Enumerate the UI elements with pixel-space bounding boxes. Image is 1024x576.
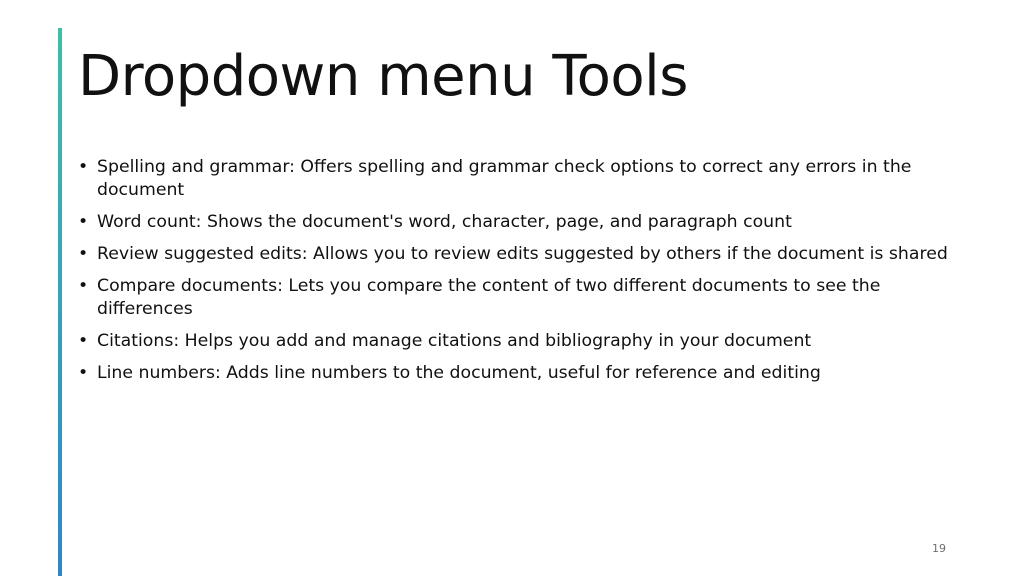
accent-bar: [58, 28, 62, 576]
bullet-dot: •: [78, 244, 89, 264]
bullet-dot: •: [78, 276, 89, 296]
slide-title: Dropdown menu Tools: [78, 44, 688, 109]
bullet-dot: •: [78, 363, 89, 383]
bullet-dot: •: [78, 212, 89, 232]
bullet-text: Spelling and grammar: Offers spelling and grammar check options to correct any errors in the document: [97, 157, 912, 200]
bullet-text: Review suggested edits: Allows you to review edits suggested by others if the document is shared: [97, 244, 948, 264]
bullet-item: [76, 330, 956, 353]
bullet-text: Line numbers: Adds line numbers to the document, useful for reference and editing: [97, 363, 821, 383]
bullet-list: [76, 156, 956, 394]
bullet-item: [76, 211, 956, 234]
bullet-item: [76, 275, 956, 321]
bullet-item: [76, 362, 956, 385]
bullet-text: Citations: Helps you add and manage citations and bibliography in your document: [97, 331, 812, 351]
bullet-text: Word count: Shows the document's word, character, page, and paragraph count: [97, 212, 792, 232]
bullet-dot: •: [78, 157, 89, 177]
bullet-text: Compare documents: Lets you compare the content of two different documents to see the differences: [97, 276, 881, 319]
bullet-item: [76, 156, 956, 202]
page-number: 19: [932, 542, 946, 555]
bullet-item: [76, 243, 956, 266]
bullet-dot: •: [78, 331, 89, 351]
